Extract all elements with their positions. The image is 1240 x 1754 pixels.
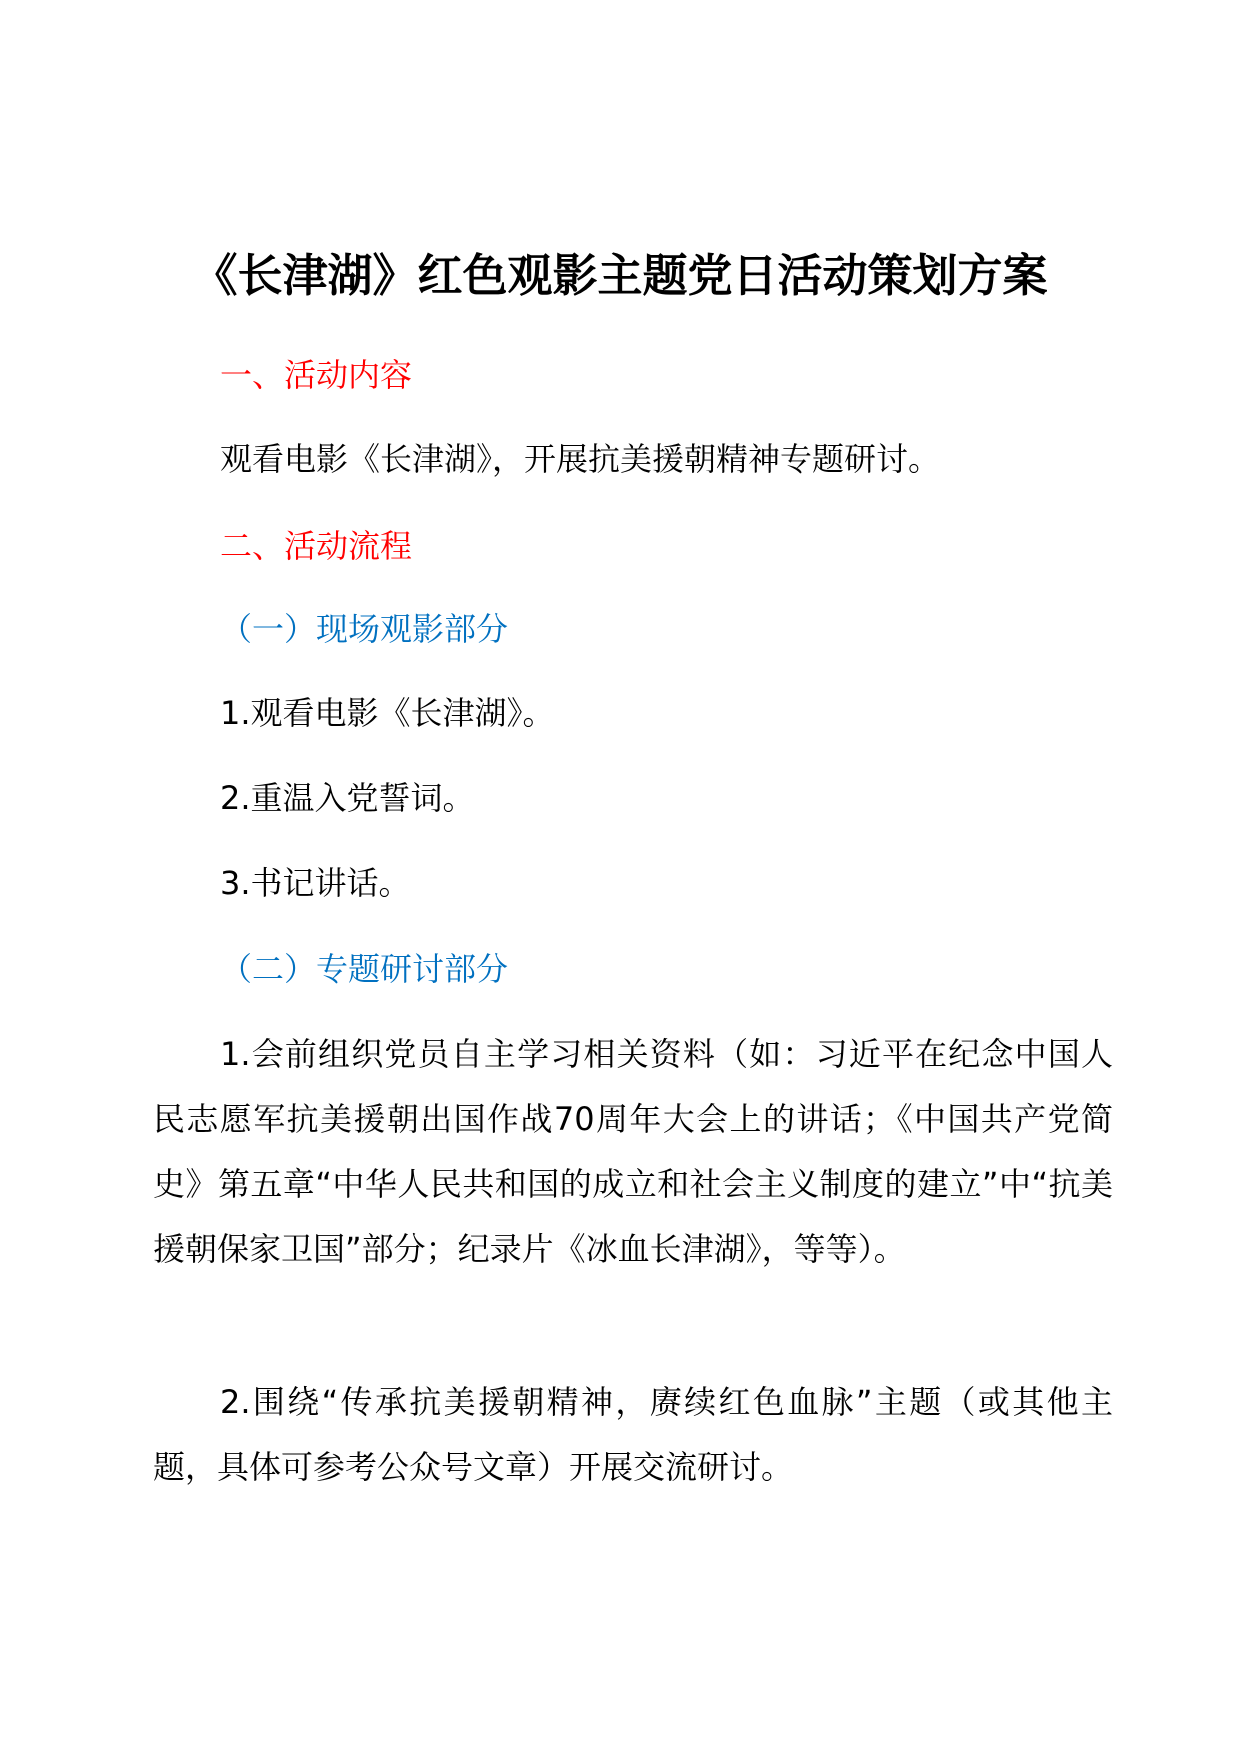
section-heading-content: 一、活动内容 <box>220 356 413 394</box>
document-title: 《长津湖》红色观影主题党日活动策划方案 <box>192 249 1048 302</box>
viewing-item-2: 2.重温入党誓词。 <box>220 779 475 817</box>
viewing-item-1: 1.观看电影《长津湖》。 <box>220 694 555 732</box>
discussion-item-2: 2.围绕“传承抗美援朝精神，赓续红色血脉”主题（或其他主题，具体可参考公众号文章）开展交流研讨。 <box>153 1383 1113 1486</box>
section-content-text: 观看电影《长津湖》，开展抗美援朝精神专题研讨。 <box>220 440 941 478</box>
subsection-heading-discussion: （二）专题研讨部分 <box>220 950 509 988</box>
viewing-item-3: 3.书记讲话。 <box>220 864 411 902</box>
subsection-heading-viewing: （一）现场观影部分 <box>220 610 509 648</box>
discussion-item-1: 1.会前组织党员自主学习相关资料（如：习近平在纪念中国人民志愿军抗美援朝出国作战70周年大会上的讲话；《中国共产党简史》第五章“中华人民共和国的成立和社会主义制度的建立”中“抗美援朝保家卫国”部分；纪录片《冰血长津湖》，等等）。 <box>153 1035 1113 1268</box>
section-heading-process: 二、活动流程 <box>220 527 413 565</box>
